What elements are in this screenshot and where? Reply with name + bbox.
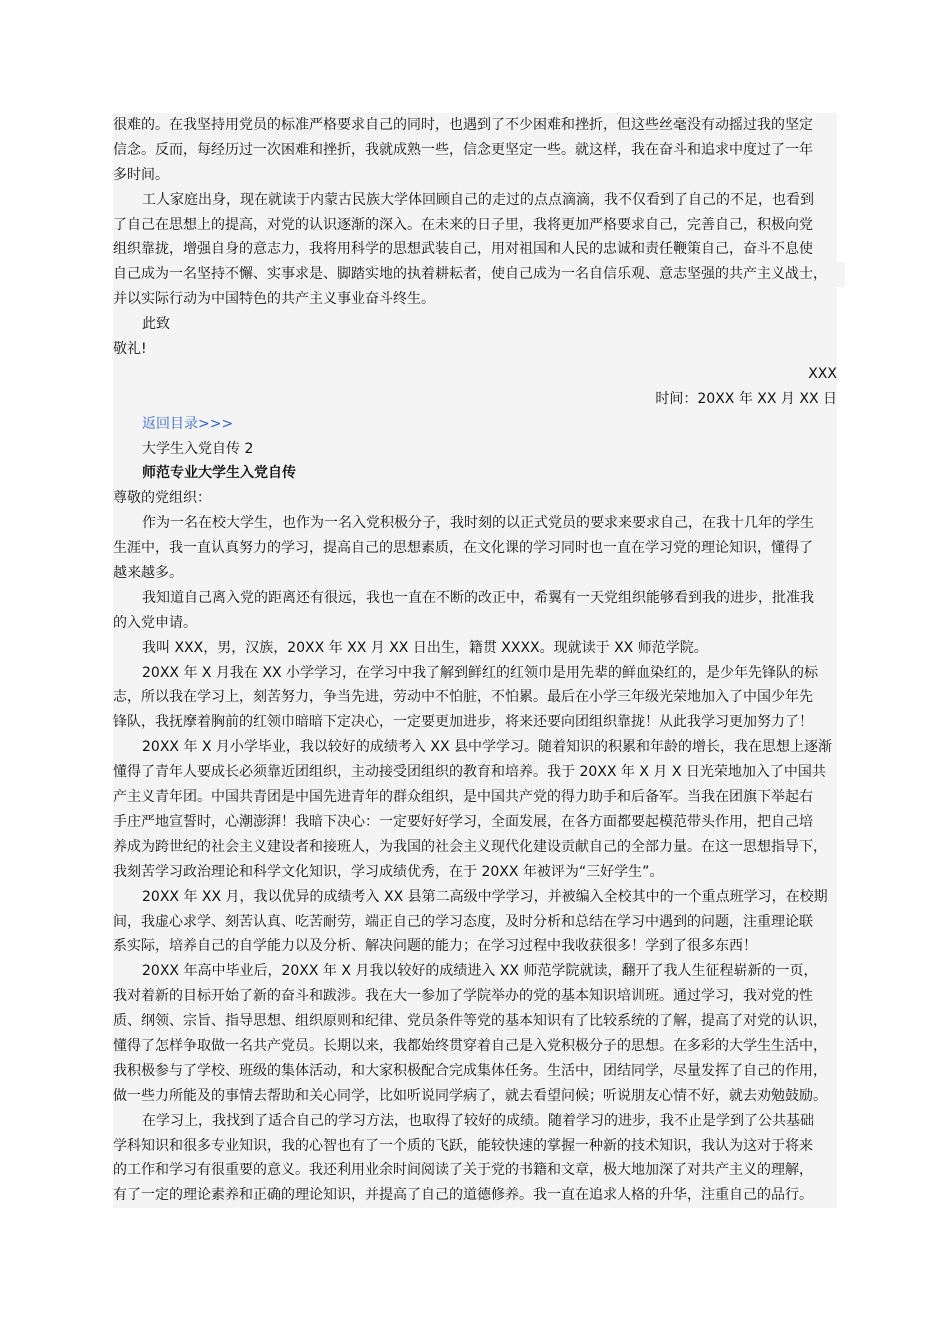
back-to-toc-link[interactable]: 返回目录>>> [113,412,837,437]
text-line: 我对着新的目标开始了新的奋斗和跋涉。我在大一参加了学院举办的党的基本知识培训班。通过学习，我对党的性 [113,984,837,1009]
text-line: 锋队，我抚摩着胸前的红领巾暗暗下定决心，一定要更加进步，将来还要向团组织靠拢！从此我学习更加努力了！ [113,710,837,735]
text-line: 的工作和学习有很重要的意义。我还利用业余时间阅读了关于党的书籍和文章，极大地加深了对共产主义的理解， [113,1158,837,1183]
text-line: 生涯中，我一直认真努力的学习，提高自己的思想素质，在文化课的学习同时也一直在学习党的理论知识，懂得了 [113,536,837,561]
closing-cizhi: 此致 [113,312,837,337]
signature: XXX [113,362,837,387]
text-line: 养成为跨世纪的社会主义建设者和接班人，为我国的社会主义现代化建设贡献自己的全部力量。在这一思想指导下， [113,835,837,860]
text-line: 手庄严地宣誓时，心潮澎湃！我暗下决心：一定要好好学习，全面发展，在各方面都要起模范带头作用，把自己培 [113,810,837,835]
text-line: 组织靠拢，增强自身的意志力，我将用科学的思想武装自己，用对祖国和人民的忠诚和责任鞭策自己，奋斗不息使 [113,237,837,262]
text-line: 作为一名在校大学生，也作为一名入党积极分子，我时刻的以正式党员的要求来要求自己，在我十几年的学生 [113,511,837,536]
text-line: 越来越多。 [113,561,837,586]
salutation: 尊敬的党组织： [113,486,837,511]
text-line: 并以实际行动为中国特色的共产主义事业奋斗终生。 [113,287,837,312]
text-line: 很难的。在我坚持用党员的标准严格要求自己的同时，也遇到了不少困难和挫折，但这些丝毫没有动摇过我的坚定 [113,113,837,138]
closing-jingli: 敬礼! [113,337,837,362]
text-line: 我知道自己离入党的距离还有很远，我也一直在不断的改正中，希翼有一天党组织能够看到我的进步，批准我 [113,586,837,611]
section-label: 大学生入党自传 2 [113,437,837,462]
text-line: 信念。反而，每经历过一次困难和挫折，我就成熟一些，信念更坚定一些。就这样，我在奋斗和追求中度过了一年 [113,138,837,163]
text-line: 懂得了怎样争取做一名共产党员。长期以来，我都始终贯穿着自己是入党积极分子的思想。在多彩的大学生生活中， [113,1034,837,1059]
text-line: 系实际，培养自己的自学能力以及分析、解决问题的能力；在学习过程中我收获很多！学到了很多东西！ [113,934,837,959]
section-title: 师范专业大学生入党自传 [113,461,837,486]
text-line: 的入党申请。 [113,611,837,636]
document-body [113,113,837,1208]
text-line: 工人家庭出身，现在就读于内蒙古民族大学体回顾自己的走过的点点滴滴，我不仅看到了自己的不足，也看到 [113,188,837,213]
text-line: 志，所以我在学习上，刻苦努力，争当先进，劳动中不怕脏，不怕累。最后在小学三年级光荣地加入了中国少年先 [113,685,837,710]
text-line: 20XX 年高中毕业后，20XX 年 X 月我以较好的成绩进入 XX 师范学院就读，翻开了我人生征程崭新的一页， [113,959,837,984]
text-line: 在学习上，我找到了适合自己的学习方法，也取得了较好的成绩。随着学习的进步，我不止是学到了公共基础 [113,1109,837,1134]
text-line: 我积极参与了学校、班级的集体活动，和大家积极配合完成集体任务。生活中，团结同学，尽量发挥了自己的作用， [113,1059,837,1084]
text-line: 有了一定的理论素养和正确的理论知识，并提高了自己的道德修养。我一直在追求人格的升华，注重自己的品行。 [113,1183,837,1208]
text-line: 自己成为一名坚持不懈、实事求是、脚踏实地的执着耕耘者，使自己成为一名自信乐观、意志坚强的共产主义战士， [113,262,845,287]
text-line: 做一些力所能及的事情去帮助和关心同学，比如听说同学病了，就去看望问候；听说朋友心情不好，就去劝勉鼓励。 [113,1084,837,1109]
text-line: 懂得了青年人要成长必须靠近团组织，主动接受团组织的教育和培养。我于 20XX 年 X 月 X 日光荣地加入了中国共 [113,760,837,785]
text-line: 多时间。 [113,163,837,188]
text-line: 学科知识和很多专业知识，我的心智也有了一个质的飞跃，能较快速的掌握一种新的技术知识，我认为这对于将来 [113,1134,837,1159]
text-line: 了自己在思想上的提高，对党的认识逐渐的深入。在未来的日子里，我将更加严格要求自己，完善自己，积极向党 [113,213,837,238]
text-line: 产主义青年团。中国共青团是中国先进青年的群众组织，是中国共产党的得力助手和后备军。当我在团旗下举起右 [113,785,837,810]
text-line: 我刻苦学习政治理论和科学文化知识，学习成绩优秀，在于 20XX 年被评为“三好学生”。 [113,860,837,885]
signature-date: 时间：20XX 年 XX 月 XX 日 [113,387,837,412]
text-line: 质、纲领、宗旨、指导思想、组织原则和纪律、党员条件等党的基本知识有了比较系统的了解，提高了对党的认识， [113,1009,837,1034]
text-line: 20XX 年 XX 月，我以优异的成绩考入 XX 县第二高级中学学习，并被编入全校其中的一个重点班学习，在校期 [113,885,837,910]
text-line: 20XX 年 X 月小学毕业，我以较好的成绩考入 XX 县中学学习。随着知识的积累和年龄的增长，我在思想上逐渐 [113,735,837,760]
text-line: 20XX 年 X 月我在 XX 小学学习，在学习中我了解到鲜红的红领巾是用先辈的鲜血染红的，是少年先锋队的标 [113,661,837,686]
text-line: 间，我虚心求学、刻苦认真、吃苦耐劳，端正自己的学习态度，及时分析和总结在学习中遇到的问题，注重理论联 [113,910,837,935]
autobiography-paragraphs [113,511,837,1208]
text-line: 我叫 XXX，男，汉族，20XX 年 XX 月 XX 日出生，籍贯 XXXX。现就读于 XX 师范学院。 [113,636,837,661]
